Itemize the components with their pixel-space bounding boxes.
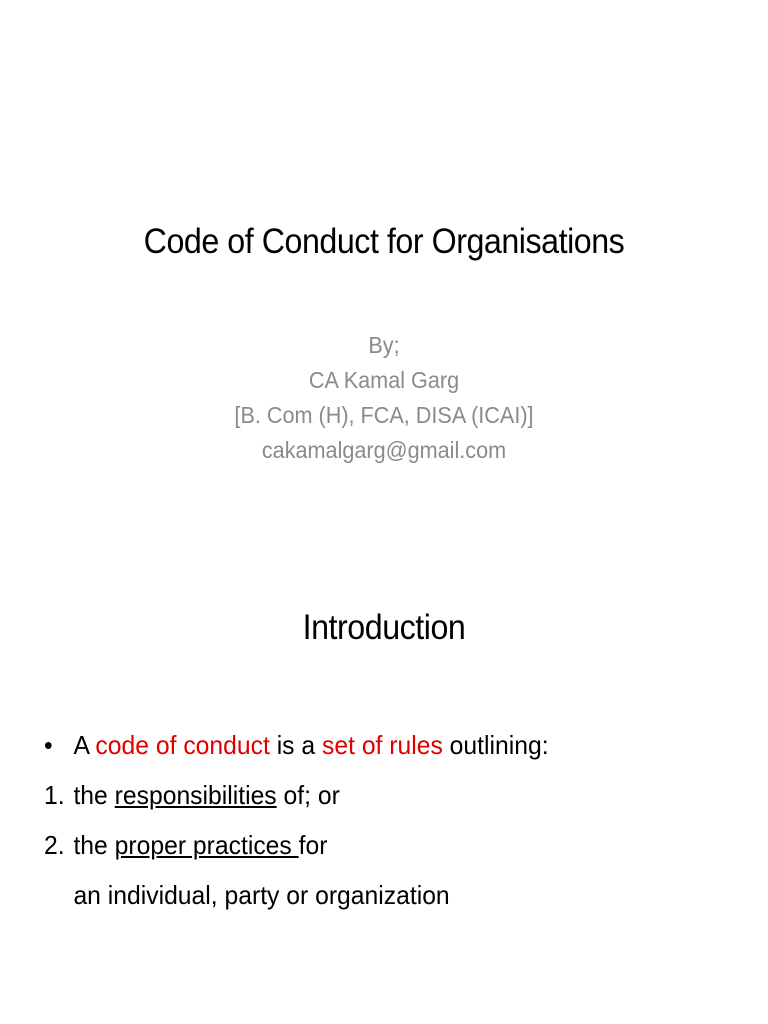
- term-proper-practices: proper practices: [114, 830, 299, 860]
- bullet-mid: is a: [269, 730, 323, 760]
- list-number-2: 2.: [44, 830, 65, 860]
- author-email: cakamalgarg@gmail.com: [261, 437, 507, 463]
- author-credentials: [B. Com (H), FCA, DISA (ICAI)]: [234, 402, 534, 428]
- list-number-1: 1.: [44, 780, 65, 810]
- author-name: CA Kamal Garg: [308, 367, 460, 393]
- introduction-slide: [0, 512, 768, 1024]
- presentation-title: Code of Conduct for Organisations: [143, 222, 625, 261]
- bullet-tail: outlining:: [442, 730, 549, 760]
- term-code-of-conduct: code of conduct: [95, 730, 270, 760]
- term-responsibilities: responsibilities: [114, 780, 277, 810]
- list-item-1: [44, 770, 549, 820]
- term-set-of-rules: set of rules: [322, 730, 443, 760]
- continuation-line: an individual, party or organization: [73, 880, 450, 910]
- item2-lead: the: [73, 830, 115, 860]
- list-item-2: [44, 820, 549, 870]
- item1-lead: the: [73, 780, 115, 810]
- bullet-line: [44, 720, 549, 770]
- item2-tail: for: [298, 830, 328, 860]
- bullet-lead: A: [73, 730, 96, 760]
- slide-title: Introduction: [302, 608, 466, 647]
- bullet-marker: •: [44, 730, 53, 760]
- author-byline: [23, 328, 745, 468]
- by-label: By;: [368, 332, 400, 358]
- item1-tail: of; or: [276, 780, 340, 810]
- slide-body: [44, 720, 549, 920]
